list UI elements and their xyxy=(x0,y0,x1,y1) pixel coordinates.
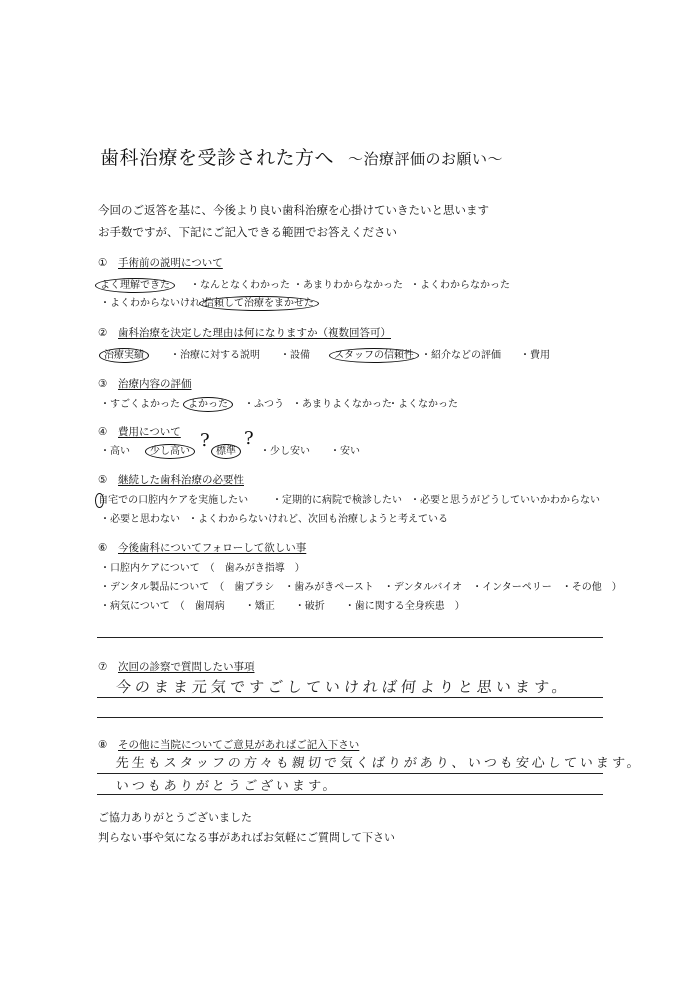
section-label: 次回の診察で質問したい事項 xyxy=(118,661,255,673)
answer-line xyxy=(97,717,603,718)
section-7-heading xyxy=(98,659,255,674)
option-expensive[interactable]: ・高い xyxy=(100,446,130,457)
section-5-heading xyxy=(98,472,244,487)
section-label: 費用について xyxy=(118,426,181,438)
section-number: ④ xyxy=(98,426,108,438)
section-number: ⑦ xyxy=(98,661,108,673)
handwritten-answer-q7[interactable]: 今のまま元気ですごしていければ何よりと思います。 xyxy=(115,678,572,696)
footer-thanks: ご協力ありがとうございました xyxy=(98,811,252,824)
section-number: ① xyxy=(98,257,108,269)
option-referral-reputation[interactable]: ・紹介などの評価 xyxy=(421,350,501,361)
option-treatment-explanation[interactable]: ・治療に対する説明 xyxy=(170,350,260,361)
section-8-heading xyxy=(98,737,359,752)
intro-line-1: 今回のご返答を基に、今後より良い歯科治療を心掛けていきたいと思います xyxy=(98,203,489,217)
handwritten-question-mark: ? xyxy=(200,430,210,451)
section-number: ③ xyxy=(98,378,108,390)
option-not-much-understood[interactable]: ・あまりわからなかった xyxy=(293,280,403,291)
section-label: 今後歯科についてフォローして欲しい事 xyxy=(118,542,307,554)
option-continue-next-time[interactable]: ・よくわからないけれど、次回も治療しようと考えている xyxy=(188,514,448,525)
section-6-heading xyxy=(98,540,306,555)
handwritten-question-mark: ? xyxy=(244,428,254,449)
title-main: 歯科治療を受診された方へ xyxy=(100,147,335,169)
section-2-heading xyxy=(98,325,391,340)
answer-line xyxy=(97,773,603,774)
section-label: 治療内容の評価 xyxy=(118,378,192,390)
option-good[interactable]: よかった xyxy=(188,395,233,410)
option-trusted-treatment[interactable]: 信頼して治療をまかせた xyxy=(204,294,319,309)
section-number: ⑧ xyxy=(98,739,108,751)
section-label: 歯科治療を決定した理由は何になりますか（複数回答可） xyxy=(118,327,391,339)
option-slightly-expensive[interactable]: 少し高い xyxy=(150,442,195,457)
option-staff-trust[interactable]: スタッフの信頼性 xyxy=(334,346,419,361)
section-label: 継続した歯科治療の必要性 xyxy=(118,474,244,486)
option-well-understood[interactable]: よく理解できた xyxy=(100,276,175,291)
option-home-oral-care[interactable]: 自宅での口腔内ケアを実施したい xyxy=(100,491,248,506)
option-slightly-cheap[interactable]: ・少し安い xyxy=(260,446,310,457)
option-not-good[interactable]: ・よくなかった xyxy=(388,399,458,410)
option-unclear-but[interactable]: ・よくわからないけれど xyxy=(100,298,210,309)
option-regular-checkup[interactable]: ・定期的に病院で検診したい xyxy=(272,495,402,506)
option-dental-products-followup[interactable]: ・デンタル製品について （ 歯ブラシ ・歯みがきペースト ・デンタルバイオ ・インターペリー ・その他 ） xyxy=(100,582,622,593)
section-number: ⑤ xyxy=(98,474,108,486)
answer-line xyxy=(97,794,603,795)
option-disease-followup[interactable]: ・病気について （ 歯周病 ・矯正 ・破折 ・歯に関する全身疾患 ） xyxy=(100,601,465,612)
option-average[interactable]: ・ふつう xyxy=(244,399,284,410)
section-number: ② xyxy=(98,327,108,339)
section-label: その他に当院についてご意見があればご記入下さい xyxy=(118,739,360,751)
option-somewhat-understood[interactable]: ・なんとなくわかった xyxy=(190,280,290,291)
section-4-heading xyxy=(98,424,181,439)
section-3-heading xyxy=(98,376,192,391)
handwritten-answer-q8-line1[interactable]: 先生もスタッフの方々も親切で気くばりがあり、いつも安心しています。 xyxy=(115,756,644,771)
option-standard[interactable]: 標準 xyxy=(216,442,241,457)
answer-line xyxy=(97,637,603,638)
option-unsure-how[interactable]: ・必要と思うがどうしていいかわからない xyxy=(410,495,600,506)
option-oral-care-followup[interactable]: ・口腔内ケアについて （ 歯みがき指導 ） xyxy=(100,563,305,574)
intro-line-2: お手数ですが、下記にご記入できる範囲でお答えください xyxy=(98,225,397,239)
section-label: 手術前の説明について xyxy=(118,257,223,269)
option-not-understood[interactable]: ・よくわからなかった xyxy=(410,280,510,291)
section-number: ⑥ xyxy=(98,542,108,554)
page-title xyxy=(100,143,503,170)
option-treatment-record[interactable]: 治療実績 xyxy=(104,346,149,361)
footer-contact: 判らない事や気になる事があればお気軽にご質問して下さい xyxy=(98,831,395,844)
option-not-so-good[interactable]: ・あまりよくなかった xyxy=(292,399,392,410)
option-cheap[interactable]: ・安い xyxy=(330,446,360,457)
option-facilities[interactable]: ・設備 xyxy=(280,350,310,361)
option-cost[interactable]: ・費用 xyxy=(520,350,550,361)
answer-line xyxy=(97,697,603,698)
handwritten-answer-q8-line2[interactable]: いつもありがとうございます。 xyxy=(115,779,340,794)
title-subtitle: ～治療評価のお願い～ xyxy=(348,150,504,168)
section-1-heading xyxy=(98,255,223,270)
option-very-good[interactable]: ・すごくよかった xyxy=(100,399,180,410)
option-not-necessary[interactable]: ・必要と思わない xyxy=(100,514,180,525)
